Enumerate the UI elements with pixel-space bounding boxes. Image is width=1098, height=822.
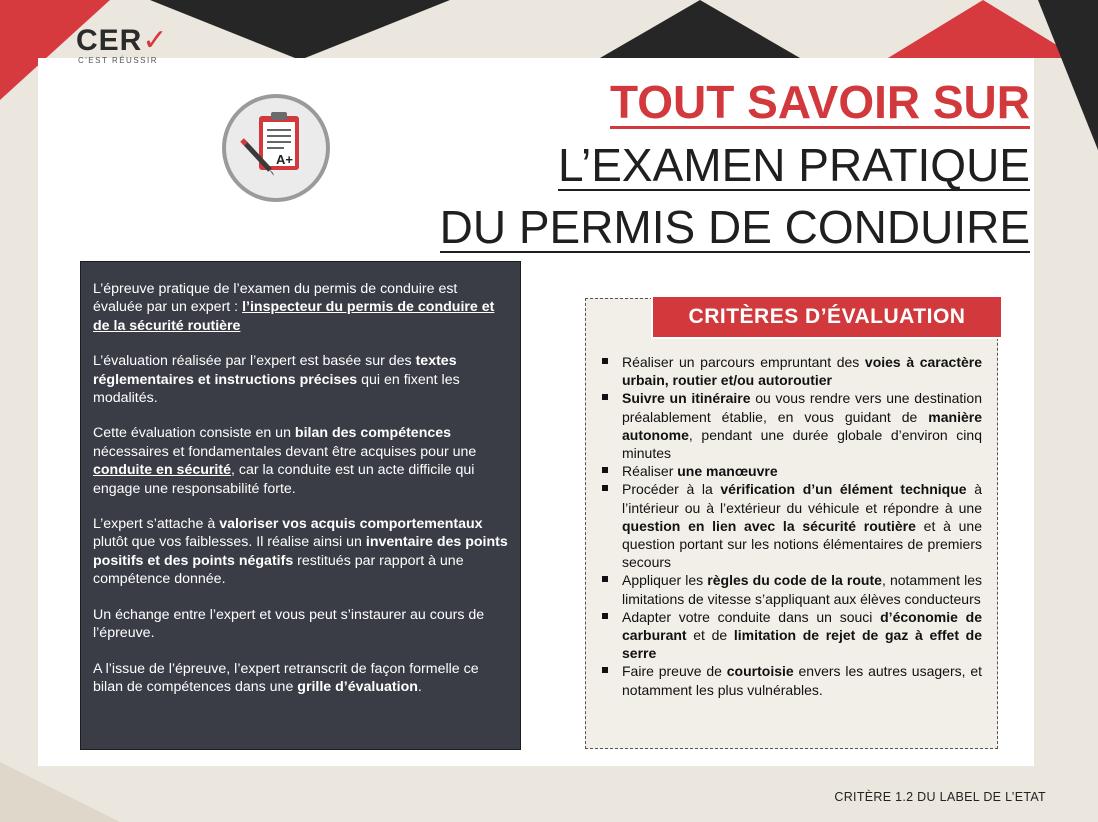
intro-paragraph-6: A l’issue de l’épreuve, l’expert retranscrit de façon formelle ce bilan de compétences dans une grille d’évaluation. [93,660,479,695]
criteria-item: Suivre un itinéraire ou vous rendre vers une destination préalablement établie, en vous guidant de manière autonome, pendant une durée globale d’environ cinq minutes [600,389,982,462]
title-line-2: L’EXAMEN PRATIQUE [557,139,1030,191]
intro-paragraph-2: L’évaluation réalisée par l’expert est basée sur des textes réglementaires et instructions précises qui en fixent les modalités. [93,353,460,407]
criteria-item: Appliquer les règles du code de la route, notamment les limitations de vitesse s’appliquant aux élèves conducteurs [600,571,982,607]
bullet-icon [602,576,608,582]
criteria-item: Adapter votre conduite dans un souci d’économie de carburant et de limitation de rejet de gaz à effet de serre [600,608,982,663]
bullet-icon [602,613,608,619]
bg-triangle-dark-right [1038,0,1098,150]
grade-text: A+ [276,152,293,167]
bg-triangle-dark-left [150,0,450,60]
intro-paragraph-3: Cette évaluation consiste en un bilan des compétences nécessaires et fondamentales devant être acquises pour une conduite en sécurité, car la conduite est un acte difficile qui engage une responsabilité forte. [93,425,477,497]
title-line-1: TOUT SAVOIR SUR [610,76,1030,128]
criteria-list [600,353,982,699]
criteria-panel [585,298,998,749]
intro-paragraph-4: L’expert s’attache à valoriser vos acquis comportementaux plutôt que vos faiblesses. Il réalise ainsi un inventaire des points positifs et des points négatifs restitués par rapport à une compétence donnée. [93,516,508,588]
criteria-item: Réaliser un parcours empruntant des voies à caractère urbain, routier et/ou autoroutier [600,353,982,389]
bullet-icon [602,467,608,473]
bullet-icon [602,667,608,673]
bullet-icon [602,358,608,364]
intro-paragraph-5: Un échange entre l’expert et vous peut s’instaurer au cours de l’épreuve. [93,606,485,642]
bg-triangle-bottom-left [0,762,120,822]
page-title [440,78,1030,253]
criteria-header: CRITÈRES D’ÉVALUATION [651,297,1001,339]
bullet-icon [602,485,608,491]
clipboard-grade-icon [222,94,330,202]
criteria-item: Faire preuve de courtoisie envers les autres usagers, et notamment les plus vulnérables. [600,662,982,698]
footer-label: CRITÈRE 1.2 DU LABEL DE L’ETAT [834,790,1046,804]
criteria-item: Procéder à la vérification d’un élément technique à l’intérieur ou à l’extérieur du véhicule et répondre à une question en lien avec la sécurité routière et à une question portant sur les notions élémentaires de premiers secours [600,480,982,571]
intro-paragraph-1: L’épreuve pratique de l’examen du permis de conduire est évaluée par un expert : l’inspecteur du permis de conduire et de la sécurité routière [93,281,495,334]
intro-panel [80,261,521,750]
title-line-3: DU PERMIS DE CONDUIRE [439,201,1030,253]
bg-triangle-dark-mid [600,0,800,58]
criteria-item: Réaliser une manœuvre [600,462,982,480]
bullet-icon [602,394,608,400]
cer-logo: CER✓ C'EST RÉUSSIR [76,24,169,65]
logo-backdrop [46,58,202,128]
